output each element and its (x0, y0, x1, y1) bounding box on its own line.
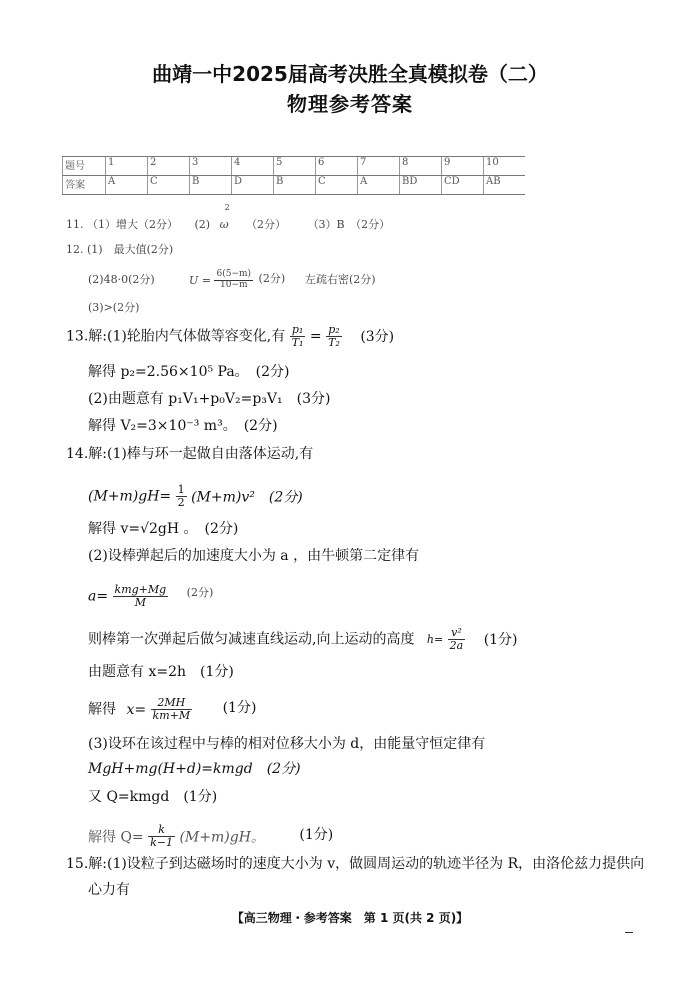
fraction-numerator: 2MH (151, 697, 193, 710)
table-cell: A (106, 176, 148, 195)
omega-superscript: 2 (224, 203, 230, 212)
table-cell: 5 (274, 157, 316, 176)
fraction-denominator: T₂ (328, 336, 340, 350)
table-cell: CD (442, 176, 484, 195)
q14-line1: 14.解:(1)棒与环一起做自由落体运动,有 (66, 446, 314, 462)
q13-line3: (2)由题意有 p₁V₁+p₀V₂=p₃V₁ (3分) (88, 391, 331, 407)
table-cell: 7 (358, 157, 400, 176)
q15-line1: 15.解:(1)设粒子到达磁场时的速度大小为 v，做圆周运动的轨迹半径为 R，由洛伦兹力提供向 (66, 856, 645, 872)
q12-formula (189, 270, 285, 291)
q14-l2-right: (M+m)v² (2分) (191, 489, 303, 506)
q14-line2 (88, 484, 303, 509)
q14-line10: MgH+mg(H+d)=kmgd (2分) (88, 761, 301, 777)
q12-line2a: (2)48·0(2分) (88, 273, 155, 286)
table-cell: AB (484, 176, 526, 195)
fraction-numerator: 6(5−m) (216, 269, 252, 279)
fraction-numerator: 1 (177, 483, 185, 496)
fraction-denominator: 2a (449, 639, 464, 653)
q14-line3: 解得 v=√2gH 。 (2分) (88, 521, 239, 537)
table-cell: 4 (232, 157, 274, 176)
q12-head: 12. (1) 最大值(2分) (66, 243, 174, 256)
q14-a-fraction (113, 584, 169, 609)
fraction-denominator: k−1 (150, 836, 174, 850)
fraction-numerator: p₂ (326, 324, 342, 337)
q14-a-label: a= (88, 588, 109, 605)
q14-h-fraction (448, 627, 466, 652)
page-title: 曲靖一中2025届高考决胜全真模拟卷（二） (152, 62, 548, 86)
table-cell: 1 (106, 157, 148, 176)
q15-line2: 心力有 (88, 882, 130, 898)
q14-q-right: (M+m)gH。 (179, 829, 265, 846)
q14-h-score: (1分) (483, 631, 518, 648)
equals-sign: = (309, 328, 322, 345)
q14-line12 (88, 824, 333, 849)
q12-line2c: 左疏右密(2分) (305, 273, 376, 286)
q14-line7: 由题意有 x=2h (1分) (88, 664, 234, 680)
q13-fraction1 (290, 324, 306, 349)
fraction-denominator: M (134, 596, 146, 610)
table-cell: 3 (190, 157, 232, 176)
page-footer: 【高三物理・参考答案 第 1 页(共 2 页)】 (231, 911, 469, 925)
q13-line2: 解得 p₂=2.56×10⁵ Pa。 (2分) (88, 364, 290, 380)
table-header-answer: 答案 (63, 176, 106, 195)
q14-a-score: (2分) (186, 586, 214, 599)
fraction-denominator: km+M (152, 709, 191, 723)
q14-h-label: h= (426, 633, 444, 647)
fraction-denominator: 10−m (220, 279, 248, 290)
q14-q-label: 解得 Q= (88, 829, 144, 846)
table-cell: C (148, 176, 190, 195)
formula-score: (2分) (258, 272, 286, 285)
q14-x-score: (1分) (222, 700, 257, 716)
q13-text: 13.解:(1)轮胎内气体做等容变化,有 (66, 328, 286, 345)
table-cell: 2 (148, 157, 190, 176)
fraction-numerator: k (148, 824, 175, 837)
q11-part3: （3）B （2分） (307, 218, 391, 231)
corner-mark (625, 932, 633, 933)
q14-half-fraction (176, 484, 187, 509)
q13-line4: 解得 V₂=3×10⁻³ m³。 (2分) (88, 418, 278, 434)
fraction-numerator: p₁ (290, 324, 306, 337)
page-subtitle: 物理参考答案 (287, 92, 413, 116)
table-cell: 6 (316, 157, 358, 176)
q14-line8 (88, 697, 256, 722)
q12-line3: (3)>(2分) (88, 301, 140, 314)
table-cell: C (316, 176, 358, 195)
q11-line (66, 203, 391, 232)
q14-line5 (88, 584, 213, 609)
q14-line4: (2)设棒弹起后的加速度大小为 a ，由牛顿第二定律有 (88, 548, 420, 564)
q14-q-score: (1分) (299, 827, 334, 843)
table-row (63, 176, 526, 195)
table-cell: 8 (400, 157, 442, 176)
table-cell: B (274, 176, 316, 195)
table-cell: B (190, 176, 232, 195)
formula-u-fraction (214, 270, 253, 291)
q14-x-label: x= (126, 701, 147, 718)
q14-l2-left: (M+m)gH= (88, 488, 172, 505)
table-cell: BD (400, 176, 442, 195)
q13-score: (3分) (360, 328, 395, 345)
q14-line11: 又 Q=kmgd (1分) (88, 789, 218, 805)
q14-q-fraction (148, 824, 175, 849)
q14-x-fraction (151, 697, 193, 722)
q11-part2: （2分） (246, 218, 287, 231)
fraction-denominator: 2 (177, 496, 185, 510)
q11-part1: 11. （1）增大（2分） (2) (66, 218, 211, 231)
q14-l8-label: 解得 (88, 701, 116, 718)
fraction-denominator: T₁ (291, 336, 304, 350)
table-header-number: 题号 (63, 157, 106, 176)
q13-line1 (66, 324, 394, 349)
q13-fraction2 (326, 324, 342, 349)
q14-line6 (88, 627, 518, 652)
fraction-numerator: v² (448, 627, 466, 640)
q14-l6-text: 则棒第一次弹起后做匀减速直线运动,向上运动的高度 (88, 631, 415, 648)
table-cell: D (232, 176, 274, 195)
table-row (63, 157, 526, 176)
formula-u-label: U = (189, 273, 211, 287)
table-cell: A (358, 176, 400, 195)
fraction-numerator: kmg+Mg (114, 583, 167, 596)
omega-symbol: ω (219, 218, 229, 231)
q14-line9: (3)设环在该过程中与棒的相对位移大小为 d，由能量守恒定律有 (88, 736, 486, 752)
q11-omega (219, 203, 230, 231)
table-cell: 9 (442, 157, 484, 176)
table-cell: 10 (484, 157, 526, 176)
answer-table (62, 156, 525, 195)
